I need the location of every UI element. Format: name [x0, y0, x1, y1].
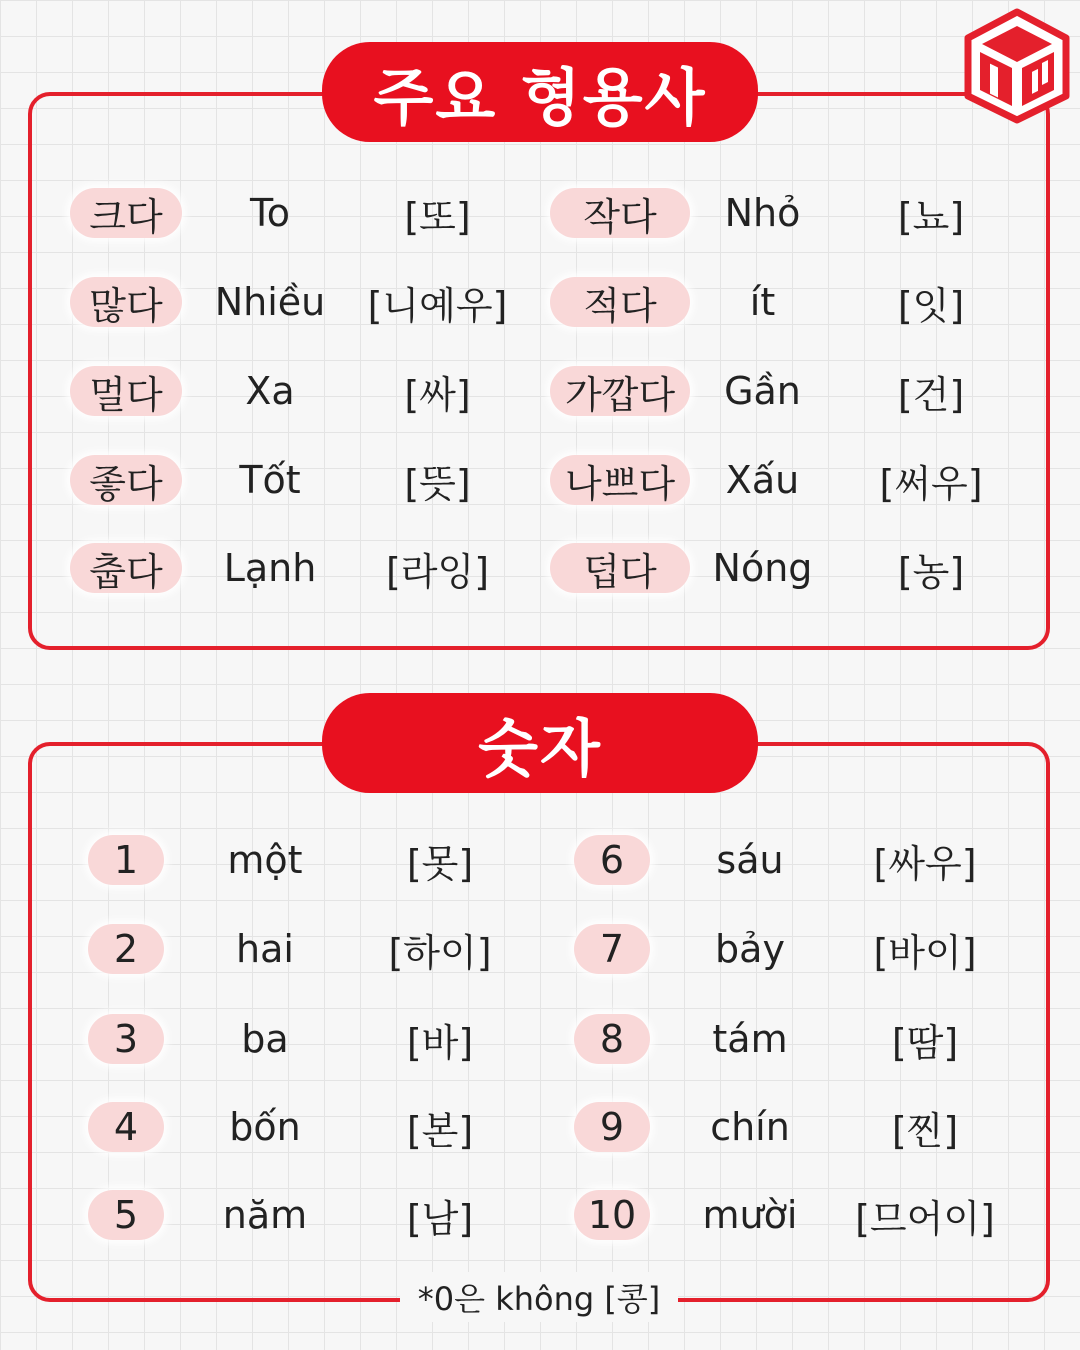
pronunciation: [라잉] — [385, 549, 490, 594]
korean-word: 작다 — [550, 188, 690, 238]
pronunciation: [찐] — [891, 1108, 959, 1153]
korean-word: 크다 — [70, 188, 182, 238]
numbers-title: 숫자 — [322, 693, 758, 793]
adjective-row — [0, 538, 1080, 598]
pronunciation: [잇] — [897, 283, 965, 328]
number-row — [0, 1097, 1080, 1157]
vietnamese-word: bốn — [229, 1105, 301, 1149]
pronunciation: [싸] — [404, 372, 471, 417]
pronunciation: [싸우] — [873, 841, 977, 886]
pronunciation: [뜻] — [404, 461, 471, 506]
pronunciation: [농] — [897, 549, 965, 594]
adjective-row — [0, 361, 1080, 421]
number-row — [0, 1009, 1080, 1069]
pronunciation: [남] — [406, 1196, 474, 1241]
number-row — [0, 919, 1080, 979]
pronunciation: [못] — [406, 841, 474, 886]
number: 4 — [88, 1102, 164, 1152]
pronunciation: [뇨] — [897, 194, 965, 239]
pronunciation: [니예우] — [367, 283, 508, 328]
adjective-row — [0, 272, 1080, 332]
vietnamese-word: sáu — [716, 838, 784, 882]
adjectives-title: 주요 형용사 — [322, 42, 758, 142]
pronunciation: [므어이] — [855, 1196, 995, 1241]
vietnamese-word: Tốt — [239, 458, 301, 502]
number: 8 — [574, 1014, 650, 1064]
pronunciation: [땀] — [891, 1020, 959, 1065]
number-row — [0, 1185, 1080, 1245]
number: 7 — [574, 924, 650, 974]
number-row — [0, 830, 1080, 890]
pronunciation: [본] — [406, 1108, 474, 1153]
number: 9 — [574, 1102, 650, 1152]
korean-word: 많다 — [70, 277, 182, 327]
pronunciation: [바이] — [873, 930, 977, 975]
vietnamese-word: Gần — [724, 369, 801, 413]
brand-cube-logo-icon — [962, 8, 1072, 124]
vietnamese-word: Xấu — [725, 458, 800, 502]
korean-word: 멀다 — [70, 366, 182, 416]
number: 5 — [88, 1190, 164, 1240]
number: 6 — [574, 835, 650, 885]
number: 3 — [88, 1014, 164, 1064]
pronunciation: [하이] — [388, 930, 492, 975]
vietnamese-word: bảy — [715, 927, 785, 971]
vietnamese-word: một — [227, 838, 303, 882]
korean-word: 나쁘다 — [550, 455, 690, 505]
pronunciation: [또] — [404, 194, 471, 239]
korean-word: 덥다 — [550, 543, 690, 593]
pronunciation: [건] — [897, 372, 965, 417]
number: 1 — [88, 835, 164, 885]
vietnamese-word: năm — [222, 1193, 308, 1237]
vietnamese-word: mười — [702, 1193, 798, 1237]
vietnamese-word: Nhiều — [214, 280, 326, 324]
pronunciation: [써우] — [879, 461, 983, 506]
vietnamese-word: chín — [710, 1105, 790, 1149]
number: 10 — [574, 1190, 650, 1240]
korean-word: 가깝다 — [550, 366, 690, 416]
vietnamese-word: ba — [241, 1017, 289, 1061]
pronunciation: [바] — [406, 1020, 474, 1065]
vietnamese-word: Lạnh — [223, 546, 317, 590]
korean-word: 적다 — [550, 277, 690, 327]
vietnamese-word: hai — [236, 927, 294, 971]
vietnamese-word: Xa — [245, 369, 295, 413]
number: 2 — [88, 924, 164, 974]
korean-word: 좋다 — [70, 455, 182, 505]
vietnamese-word: To — [249, 191, 290, 235]
korean-word: 춥다 — [70, 543, 182, 593]
vietnamese-word: Nhỏ — [724, 191, 801, 235]
vietnamese-word: tám — [712, 1017, 788, 1061]
adjective-row — [0, 450, 1080, 510]
adjective-row — [0, 183, 1080, 243]
vietnamese-word: ít — [749, 280, 776, 324]
vietnamese-word: Nóng — [712, 546, 813, 590]
zero-note: *0은 không [콩] — [400, 1272, 678, 1322]
